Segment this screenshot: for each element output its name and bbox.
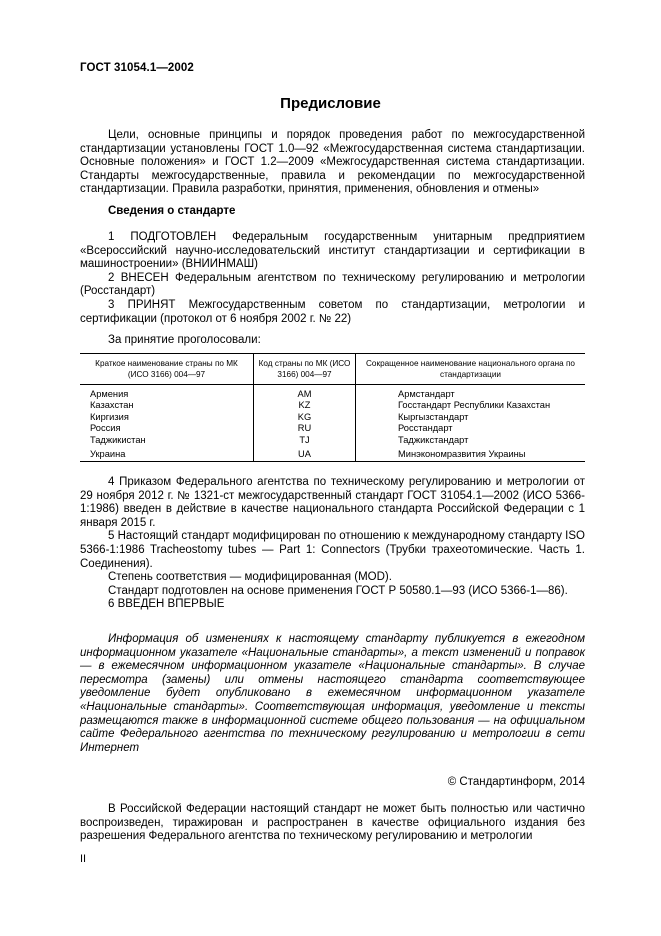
table-row — [80, 423, 585, 434]
table-row — [80, 385, 585, 401]
cell-country: Казахстан — [80, 400, 254, 411]
item-adopted: 3 ПРИНЯТ Межгосударственным советом по стандартизации, метрологии и сертификации (протокол от 6 ноября 2002 г. № 22) — [80, 298, 585, 325]
cell-code: TJ — [254, 435, 356, 446]
cell-country: Киргизия — [80, 412, 254, 423]
item-submitted: 2 ВНЕСЕН Федеральным агентством по техническому регулированию и метрологии (Росстандарт) — [80, 271, 585, 298]
cell-body: Армстандарт — [356, 385, 586, 401]
vote-label: За принятие проголосовали: — [108, 334, 261, 346]
reproduction-restriction: В Российской Федерации настоящий стандарт не может быть полностью или частично воспроизведен, тиражирован и распространен в качестве официального издания без разрешения Федерального агентства по техническому регулированию и метрологии — [80, 803, 585, 843]
column-header-body: Сокращенное наименование национального органа по стандартизации — [356, 354, 586, 385]
page-title: Предисловие — [280, 95, 381, 112]
cell-body: Госстандарт Республики Казахстан — [356, 400, 586, 411]
cell-code: UA — [254, 446, 356, 462]
table-row — [80, 435, 585, 446]
basis-note: Стандарт подготовлен на основе применения ГОСТ Р 50580.1—93 (ИСО 5366-1—86). — [108, 584, 568, 597]
cell-code: KG — [254, 412, 356, 423]
cell-code: AM — [254, 385, 356, 401]
intro-paragraph: Цели, основные принципы и порядок проведения работ по межгосударственной стандартизации установлены ГОСТ 1.0—92 «Межгосударственная система стандартизации. Основные положения» и ГОСТ 1.2—2009 «Межгосударственная система стандартизации. Стандарты межгосударственные, правила и рекомендации по межгосударственной стандартизации. Правила разработки, принятия, применения, обновления и отмены» — [80, 129, 585, 196]
changes-info-notice: Информация об изменениях к настоящему стандарту публикуется в ежегодном информационном указателе «Национальные стандарты», а текст изменений и поправок — в ежемесячном информационном указателе «Национальные стандарты». В случае пересмотра (замены) или отмены настоящего стандарта соответствующее уведомление будет опубликовано в ежемесячном информационном указателе «Национальные стандарты». Соответствующая информация, уведомление и тексты размещаются также в информационной системе общего пользования — на официальном сайте Федерального агентства по техническому регулированию и метрологии в сети Интернет — [80, 633, 585, 754]
cell-country: Украина — [80, 446, 254, 462]
item-introduced: 6 ВВЕДЕН ВПЕРВЫЕ — [108, 598, 225, 611]
cell-body: Росстандарт — [356, 423, 586, 434]
section-heading: Сведения о стандарте — [108, 205, 236, 217]
document-header: ГОСТ 31054.1—2002 — [80, 62, 194, 74]
cell-country: Россия — [80, 423, 254, 434]
cell-body: Кыргызстандарт — [356, 412, 586, 423]
standard-info-block — [80, 231, 585, 326]
item-prepared: 1 ПОДГОТОВЛЕН Федеральным государственным унитарным предприятием «Всероссийский научно-исследовательский институт стандартизации и сертификации в машиностроении» (ВНИИНМАШ) — [80, 231, 585, 271]
cell-code: KZ — [254, 400, 356, 411]
cell-country: Армения — [80, 385, 254, 401]
table-row — [80, 412, 585, 423]
item-enacted: 4 Приказом Федерального агентства по техническому регулированию и метрологии от 29 ноября 2012 г. № 1321-ст межгосударственный стандарт ГОСТ 31054.1—2002 (ИСО 5366-1:1986) введен в действие в качестве национального стандарта Российской Федерации с 1 января 2015 г. — [80, 476, 585, 529]
introduction-info-block — [80, 476, 585, 612]
cell-body: Таджикстандарт — [356, 435, 586, 446]
page-number: II — [80, 853, 87, 865]
column-header-code: Код страны по МК (ИСО 3166) 004—97 — [254, 354, 356, 385]
cell-code: RU — [254, 423, 356, 434]
cell-country: Таджикистан — [80, 435, 254, 446]
degree-of-correspondence: Степень соответствия — модифицированная (MOD). — [108, 571, 392, 584]
table-row — [80, 400, 585, 411]
item-modified: 5 Настоящий стандарт модифицирован по отношению к международному стандарту ISO 5366-1:1986 Tracheostomy tubes — Part 1: Connectors (Трубки трахеотомические. Часть 1. Соединения). — [80, 530, 585, 570]
column-header-country: Краткое наименование страны по МК (ИСО 3166) 004—97 — [80, 354, 254, 385]
table-header-row — [80, 354, 585, 385]
copyright: © Стандартинформ, 2014 — [447, 776, 585, 788]
voting-table — [80, 353, 585, 462]
cell-body: Минэкономразвития Украины — [356, 446, 586, 462]
table-row — [80, 446, 585, 462]
